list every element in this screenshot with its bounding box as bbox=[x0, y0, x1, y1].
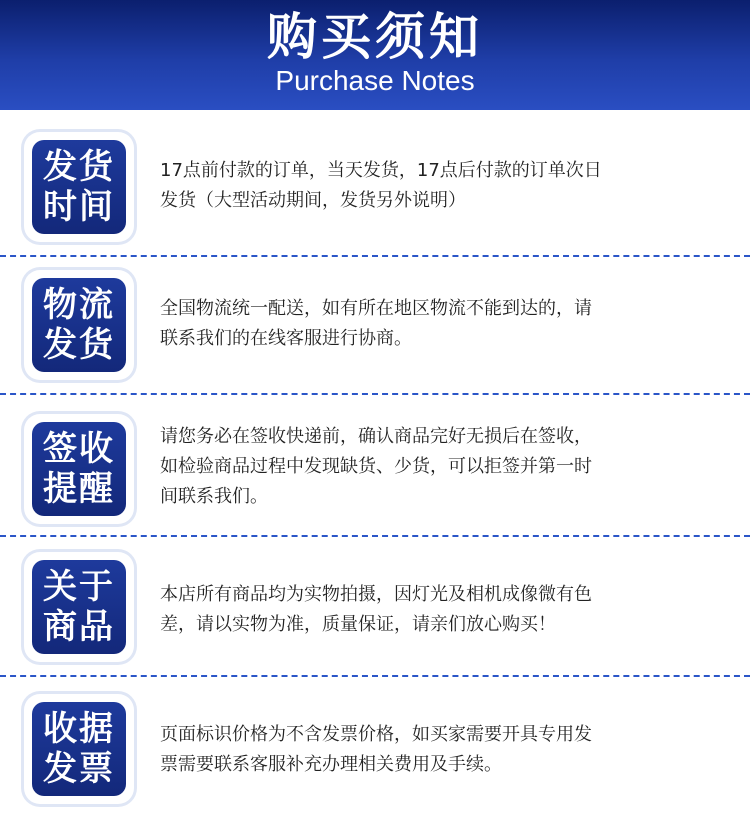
desc-line: 间联系我们。 bbox=[160, 486, 268, 507]
section-about-products bbox=[0, 540, 750, 660]
badge-label-line2: 提醒 bbox=[43, 469, 115, 509]
header-banner bbox=[0, 0, 750, 110]
desc-line: 差，请以实物为准，质量保证，请亲们放心购买！ bbox=[160, 614, 556, 635]
section-delivery-reminder bbox=[0, 402, 750, 522]
badge-label-line2: 时间 bbox=[43, 187, 115, 227]
desc-line: 票需要联系客服补充办理相关费用及手续。 bbox=[160, 754, 502, 775]
section-divider bbox=[0, 393, 750, 395]
badge-label-line2: 发货 bbox=[43, 325, 115, 365]
page-title: 购买须知 bbox=[267, 8, 483, 66]
badge-label-line2: 发票 bbox=[43, 749, 115, 789]
desc-line: 发货（大型活动期间，发货另外说明） bbox=[160, 190, 466, 211]
section-shipping-time bbox=[0, 120, 750, 240]
badge-label-line1: 发货 bbox=[43, 147, 115, 187]
section-divider bbox=[0, 255, 750, 257]
badge-label-line2: 商品 bbox=[43, 607, 115, 647]
desc-line: 如检验商品过程中发现缺货、少货，可以拒签并第一时 bbox=[160, 456, 592, 477]
section-description bbox=[160, 580, 740, 640]
desc-line: 17点前付款的订单，当天发货，17点后付款的订单次日 bbox=[160, 160, 602, 181]
desc-line: 联系我们的在线客服进行协商。 bbox=[160, 328, 412, 349]
section-badge bbox=[24, 132, 134, 242]
badge-label-line1: 签收 bbox=[43, 429, 115, 469]
badge-label-line1: 关于 bbox=[43, 567, 115, 607]
badge-label-line1: 物流 bbox=[43, 285, 115, 325]
badge-label-line1: 收据 bbox=[43, 709, 115, 749]
section-logistics bbox=[0, 258, 750, 378]
section-description bbox=[160, 156, 740, 216]
desc-line: 全国物流统一配送，如有所在地区物流不能到达的，请 bbox=[160, 298, 592, 319]
section-divider bbox=[0, 535, 750, 537]
page-subtitle: Purchase Notes bbox=[275, 65, 475, 96]
desc-line: 页面标识价格为不含发票价格，如买家需要开具专用发 bbox=[160, 724, 592, 745]
desc-line: 请您务必在签收快递前，确认商品完好无损后在签收， bbox=[160, 426, 592, 447]
section-badge bbox=[24, 552, 134, 662]
section-badge bbox=[24, 270, 134, 380]
section-description bbox=[160, 294, 740, 354]
section-badge bbox=[24, 414, 134, 524]
section-description bbox=[160, 422, 740, 512]
section-divider bbox=[0, 675, 750, 677]
desc-line: 本店所有商品均为实物拍摄，因灯光及相机成像微有色 bbox=[160, 584, 592, 605]
section-description bbox=[160, 720, 740, 780]
section-badge bbox=[24, 694, 134, 804]
section-invoice bbox=[0, 682, 750, 802]
